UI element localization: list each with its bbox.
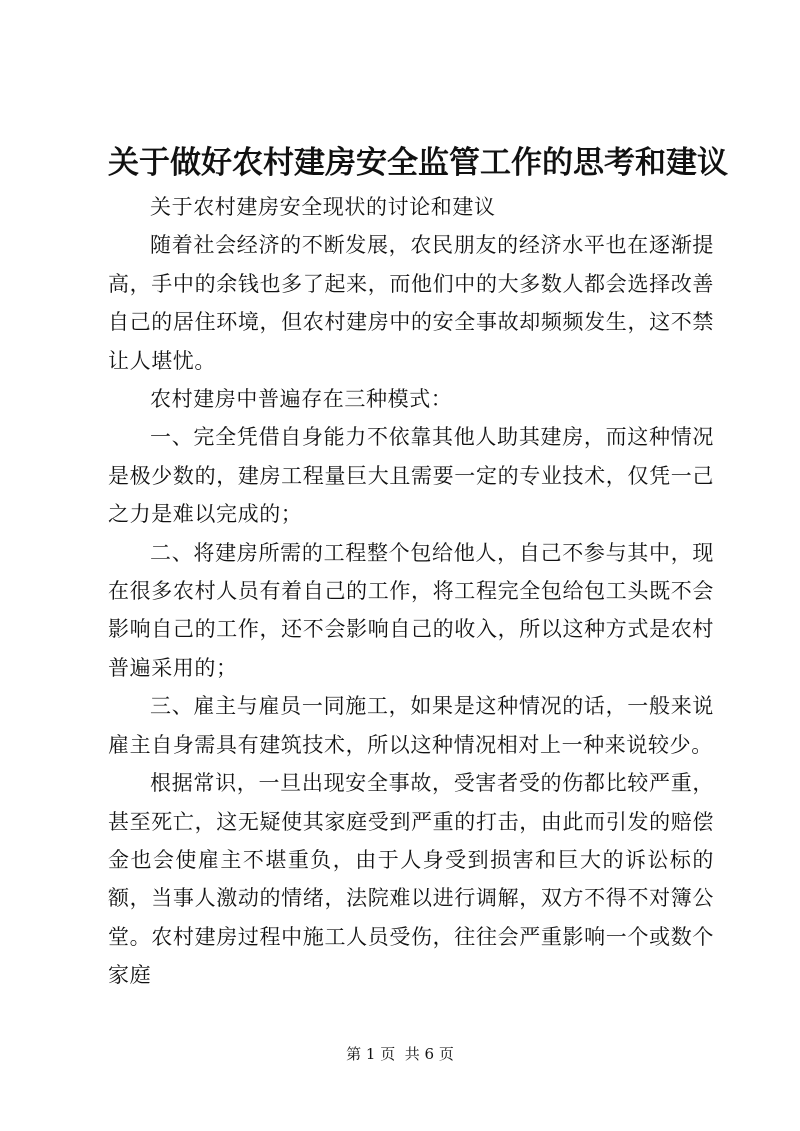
mode-three-paragraph: 三、雇主与雇员一同施工，如果是这种情况的话，一般来说雇主自身需具有建筑技术，所以这种情况相对上一种来说较少。	[108, 694, 714, 757]
intro-paragraph: 随着社会经济的不断发展，农民朋友的经济水平也在逐渐提高，手中的余钱也多了起来，而他们中的大多数人都会选择改善自己的居住环境，但农村建房中的安全事故却频频发生，这不禁让人堪忧。	[108, 233, 714, 373]
mode-one-paragraph: 一、完全凭借自身能力不依靠其他人助其建房，而这种情况是极少数的，建房工程量巨大且需要一定的专业技术，仅凭一己之力是难以完成的；	[108, 425, 714, 527]
accident-paragraph: 根据常识，一旦出现安全事故，受害者受的伤都比较严重，甚至死亡，这无疑使其家庭受到严重的打击，由此而引发的赔偿金也会使雇主不堪重负，由于人身受到损害和巨大的诉讼标的额，当事人激动的情绪，法院难以进行调解，双方不得不对簿公堂。农村建房过程中施工人员受伤，往往会严重影响一个或数个家庭	[108, 771, 714, 988]
mode-two-paragraph: 二、将建房所需的工程整个包给他人，自己不参与其中，现在很多农村人员有着自己的工作，将工程完全包给包工头既不会影响自己的工作，还不会影响自己的收入，所以这种方式是农村普遍采用的；	[108, 540, 714, 680]
document-body	[108, 188, 714, 995]
subtitle-paragraph: 关于农村建房安全现状的讨论和建议	[150, 195, 496, 219]
modes-heading-paragraph: 农村建房中普遍存在三种模式：	[150, 387, 453, 412]
page-number-footer: 第 1 页 共 6 页	[346, 1045, 454, 1063]
document-title: 关于做好农村建房安全监管工作的思考和建议	[108, 145, 728, 181]
